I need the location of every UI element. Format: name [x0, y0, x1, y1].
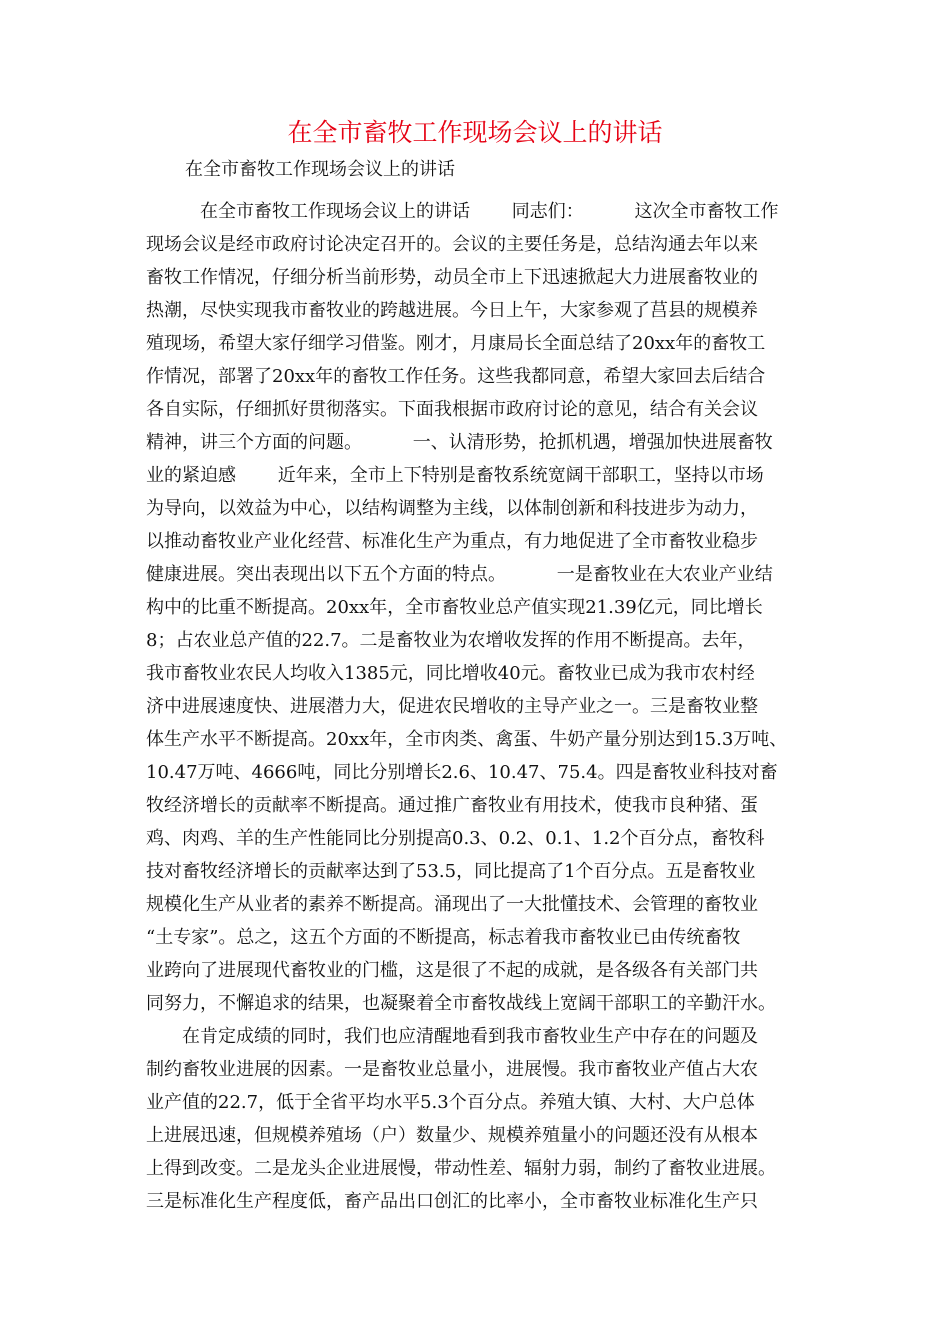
- body-line: 各自实际，仔细抓好贯彻落实。下面我根据市政府讨论的意见，结合有关会议: [146, 399, 758, 420]
- body-line: 上进展迅速，但规模养殖场（户）数量少、规模养殖量小的问题还没有从根本: [146, 1125, 758, 1146]
- document-subtitle: 在全市畜牧工作现场会议上的讲话: [185, 159, 455, 180]
- body-line: 8；占农业总产值的22.7。二是畜牧业为农增收发挥的作用不断提高。去年，: [146, 630, 756, 651]
- document-body: [146, 195, 826, 1218]
- body-line: 构中的比重不断提高。20xx年，全市畜牧业总产值实现21.39亿元，同比增长: [146, 597, 763, 618]
- body-line: 作情况，部署了20xx年的畜牧工作任务。这些我都同意，希望大家回去后结合: [146, 366, 766, 387]
- body-line: 殖现场，希望大家仔细学习借鉴。刚才，月康局长全面总结了20xx年的畜牧工: [146, 333, 766, 354]
- body-line: 10.47万吨、4666吨，同比分别增长2.6、10.47、75.4。四是畜牧业科技对畜: [146, 762, 778, 783]
- body-line: 鸡、肉鸡、羊的生产性能同比分别提高0.3、0.2、0.1、1.2个百分点，畜牧科: [146, 828, 765, 849]
- body-line: 济中进展速度快、进展潜力大，促进农民增收的主导产业之一。三是畜牧业整: [146, 696, 758, 717]
- body-line: “土专家”。总之，这五个方面的不断提高，标志着我市畜牧业已由传统畜牧: [146, 927, 741, 948]
- body-line: 为导向，以效益为中心，以结构调整为主线，以体制创新和科技进步为动力，: [146, 498, 758, 519]
- document-title: 在全市畜牧工作现场会议上的讲话: [287, 118, 663, 147]
- body-line: 畜牧工作情况，仔细分析当前形势，动员全市上下迅速掀起大力进展畜牧业的: [146, 267, 758, 288]
- body-line: 业跨向了进展现代畜牧业的门槛，这是很了不起的成就，是各级各有关部门共: [146, 960, 758, 981]
- body-line: 技对畜牧经济增长的贡献率达到了53.5，同比提高了1个百分点。五是畜牧业: [146, 861, 756, 882]
- body-line: 制约畜牧业进展的因素。一是畜牧业总量小，进展慢。我市畜牧业产值占大农: [146, 1059, 758, 1080]
- body-line: 现场会议是经市政府讨论决定召开的。会议的主要任务是，总结沟通去年以来: [146, 234, 758, 255]
- body-line: 体生产水平不断提高。20xx年，全市肉类、禽蛋、牛奶产量分别达到15.3万吨、: [146, 729, 788, 750]
- body-line: 业产值的22.7，低于全省平均水平5.3个百分点。养殖大镇、大村、大户总体: [146, 1092, 755, 1113]
- body-line: 精神，讲三个方面的问题。 一、认清形势，抢抓机遇，增强加快进展畜牧: [146, 432, 773, 453]
- body-line: 上得到改变。二是龙头企业进展慢，带动性差、辐射力弱，制约了畜牧业进展。: [146, 1158, 776, 1179]
- body-line: 我市畜牧业农民人均收入1385元，同比增收40元。畜牧业已成为我市农村经: [146, 663, 755, 684]
- body-line: 三是标准化生产程度低，畜产品出口创汇的比率小，全市畜牧业标准化生产只: [146, 1191, 758, 1212]
- body-line: 在肯定成绩的同时，我们也应清醒地看到我市畜牧业生产中存在的问题及: [146, 1026, 758, 1047]
- body-line: 牧经济增长的贡献率不断提高。通过推广畜牧业有用技术，使我市良种猪、蛋: [146, 795, 758, 816]
- body-line: 规模化生产从业者的素养不断提高。涌现出了一大批懂技术、会管理的畜牧业: [146, 894, 758, 915]
- body-line: 同努力，不懈追求的结果，也凝聚着全市畜牧战线上宽阔干部职工的辛勤汗水。: [146, 993, 776, 1014]
- body-line: 热潮，尽快实现我市畜牧业的跨越进展。今日上午，大家参观了莒县的规模养: [146, 300, 758, 321]
- body-line: 在全市畜牧工作现场会议上的讲话 同志们： 这次全市畜牧工作: [146, 201, 779, 222]
- body-line: 以推动畜牧业产业化经营、标准化生产为重点，有力地促进了全市畜牧业稳步: [146, 531, 758, 552]
- body-line: 业的紧迫感 近年来，全市上下特别是畜牧系统宽阔干部职工，坚持以市场: [146, 465, 764, 486]
- body-line: 健康进展。突出表现出以下五个方面的特点。 一是畜牧业在大农业产业结: [146, 564, 773, 585]
